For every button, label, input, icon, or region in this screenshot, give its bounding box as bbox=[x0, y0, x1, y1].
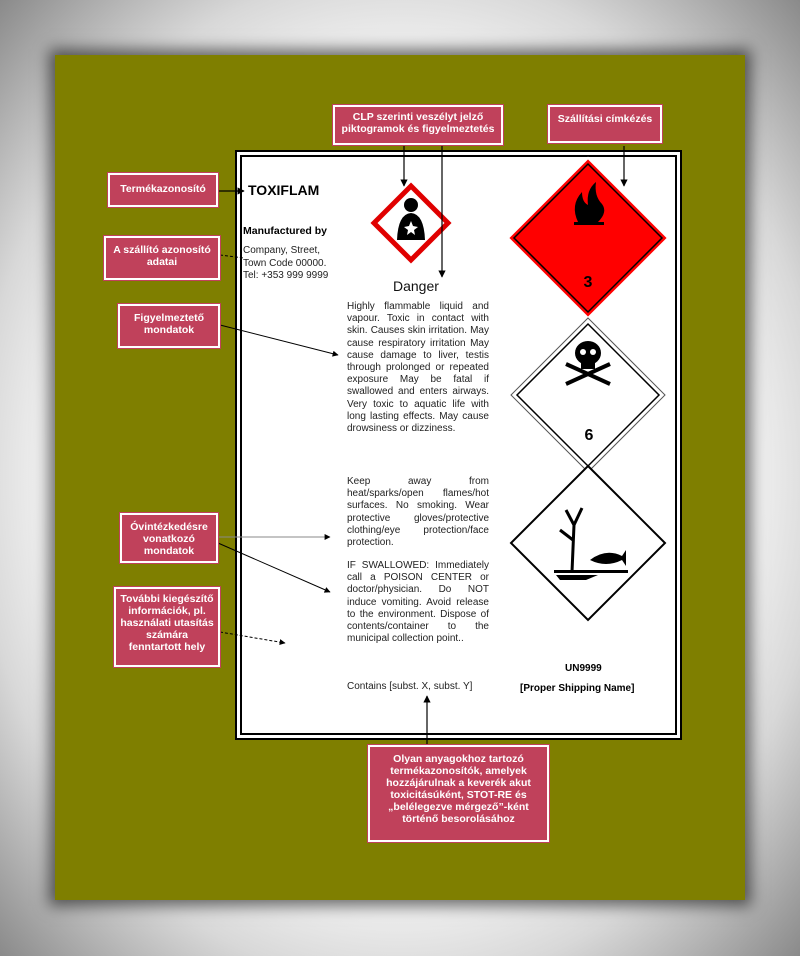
skull-crossbones-icon bbox=[511, 318, 665, 472]
callout-supplementary-info: További kiegészítő információk, pl. használati utasítás számára fenntartott hely bbox=[114, 587, 220, 667]
proper-shipping-name: [Proper Shipping Name] bbox=[520, 683, 635, 694]
callout-transport-labelling: Szállítási címkézés bbox=[548, 105, 662, 143]
callout-substance-identifiers: Olyan anyagokhoz tartozó termékazonosítók, amelyek hozzájárulnak a keverék akut toxicitásúként, STOT-RE és „belélegezve mérgező”-ként történő besorolásához bbox=[368, 745, 549, 842]
environment-icon bbox=[511, 466, 665, 620]
callout-hazard-statements: Figyelmeztető mondatok bbox=[118, 304, 220, 348]
manufactured-by: Manufactured by bbox=[243, 225, 328, 237]
callout-clp-pictograms: CLP szerinti veszélyt jelző piktogramok és figyelmeztetés bbox=[333, 105, 503, 145]
precautionary-statements: Keep away from heat/sparks/open flames/hot surfaces. No smoking. Wear protective gloves/protective clothing/eye protection/face protection. bbox=[347, 476, 489, 549]
signal-word: Danger bbox=[393, 278, 439, 294]
flame-icon bbox=[508, 158, 668, 318]
product-name: TOXIFLAM bbox=[248, 182, 320, 198]
un-number: UN9999 bbox=[565, 663, 602, 674]
flammable-class-number: 3 bbox=[583, 274, 593, 291]
health-hazard-icon bbox=[374, 186, 448, 260]
callout-product-identifier: Termékazonosító bbox=[108, 173, 218, 207]
response-statements: IF SWALLOWED: Immediately call a POISON CENTER or doctor/physician. Do NOT induce vomiting. Avoid release to the environment. Dispose of contents/container to the municipal collection point.. bbox=[347, 560, 489, 645]
supplier-address: Company, Street, Town Code 00000. Tel: +353 999 9999 bbox=[243, 245, 329, 281]
callout-precautionary-statements: Óvintézkedésre vonatkozó mondatok bbox=[120, 513, 218, 563]
contains-statement: Contains [subst. X, subst. Y] bbox=[347, 681, 473, 692]
callout-supplier-details: A szállító azonosító adatai bbox=[104, 236, 220, 280]
toxic-class-number: 6 bbox=[584, 427, 594, 444]
hazard-statements: Highly flammable liquid and vapour. Toxic in contact with skin. Causes skin irritation. May cause respiratory irritation May cause damage to liver, testis through prolonged or repeated exposure May be fatal if swallowed and enters airways. Very toxic to aquatic life with long lasting effects. May cause drowsiness or dizziness. bbox=[347, 301, 489, 435]
